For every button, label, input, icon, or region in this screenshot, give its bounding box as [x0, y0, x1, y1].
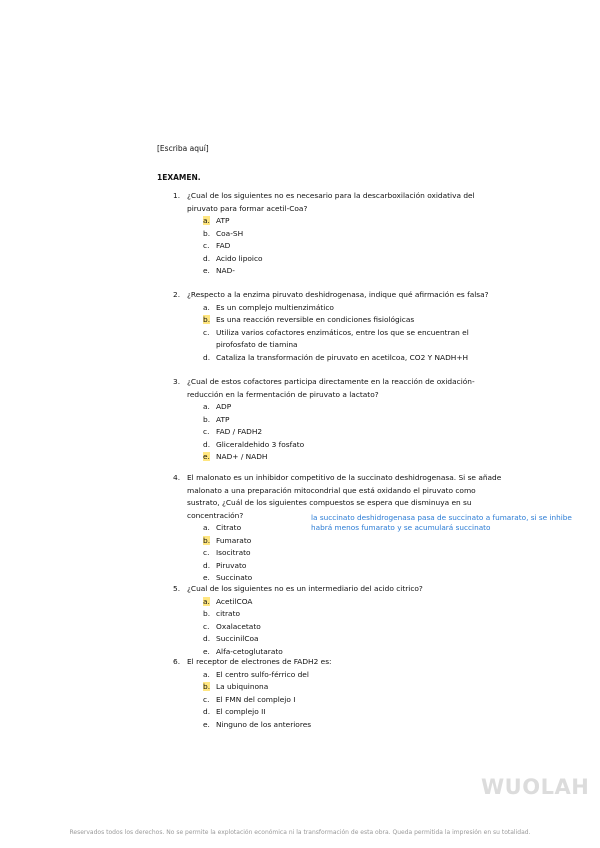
option-letter: [203, 352, 216, 365]
option-text: FAD: [216, 241, 231, 250]
option-letter: [203, 621, 216, 634]
option-letter: [203, 314, 216, 327]
answer-option: [203, 228, 503, 241]
option-letter: [203, 439, 216, 452]
question-number: 3.: [173, 377, 181, 386]
letter-text: d.: [203, 352, 211, 362]
answer-options: [203, 669, 503, 732]
option-text: FAD / FADH2: [216, 427, 263, 436]
option-letter: [203, 560, 216, 573]
letter-text: c.: [203, 427, 210, 436]
option-letter: [203, 426, 216, 439]
option-text: Es una reacción reversible en condiciones fisiológicas: [216, 315, 415, 324]
answer-option: [203, 535, 503, 548]
header-placeholder: [Escriba aquí]: [157, 144, 209, 153]
option-letter: [203, 669, 216, 682]
option-text: El centro sulfo-férrico del: [216, 669, 309, 679]
option-letter: [203, 414, 216, 427]
letter-text: c.: [203, 241, 210, 250]
letter-text: d.: [203, 560, 211, 570]
answer-option: [203, 414, 503, 427]
option-letter: [203, 253, 216, 266]
option-letter: [203, 240, 216, 253]
option-text: Oxalacetato: [216, 621, 261, 631]
question-text: El receptor de electrones de FADH2 es:: [187, 657, 332, 666]
answer-option: [203, 596, 503, 609]
answer-option: [203, 253, 503, 266]
question-text: ¿Cual de los siguientes no es un intermediario del acido citrico?: [187, 584, 423, 593]
letter-text: b.: [203, 414, 211, 424]
highlighted-letter: b.: [203, 315, 211, 324]
answer-option: [203, 426, 503, 439]
option-letter: [203, 302, 216, 315]
highlighted-letter: b.: [203, 535, 211, 545]
option-text: Piruvato: [216, 560, 247, 570]
option-text: El complejo II: [216, 707, 266, 716]
option-text: AcetilCOA: [216, 596, 253, 606]
option-text: El FMN del complejo I: [216, 694, 296, 704]
option-text: ATP: [216, 414, 230, 424]
letter-text: d.: [203, 707, 211, 716]
option-text: NAD-: [216, 266, 235, 275]
answer-option: [203, 621, 503, 634]
option-text: Citrato: [216, 523, 242, 532]
letter-text: b.: [203, 609, 211, 618]
option-text: NAD+ / NADH: [216, 452, 268, 461]
option-text: Alfa-cetoglutarato: [216, 646, 283, 656]
option-letter: [203, 706, 216, 719]
answer-option: [203, 314, 503, 327]
option-letter: [203, 633, 216, 646]
option-letter: [203, 535, 216, 548]
answer-option: [203, 560, 503, 573]
answer-option: [203, 719, 503, 732]
letter-text: c.: [203, 327, 210, 337]
letter-text: d.: [203, 253, 211, 263]
letter-text: d.: [203, 634, 211, 643]
answer-options: [203, 215, 503, 278]
option-text: Cataliza la transformación de piruvato en acetilcoa, CO2 Y NADH+H: [216, 352, 469, 362]
answer-option: [203, 327, 503, 352]
option-letter: [203, 681, 216, 694]
answer-options: [203, 596, 503, 659]
option-text: Fumarato: [216, 535, 252, 545]
question-text: ¿Cual de estos cofactores participa directamente en la reacción de oxidación-reducción en la fermentación de piruvato a lactato?: [187, 377, 475, 399]
highlighted-letter: b.: [203, 682, 211, 691]
option-text: Isocitrato: [216, 548, 251, 557]
answer-option: [203, 240, 503, 253]
letter-text: a.: [203, 523, 210, 532]
option-letter: [203, 327, 216, 340]
option-text: ADP: [216, 402, 232, 411]
option-text: Es un complejo multienzimático: [216, 302, 334, 312]
wuolah-watermark: WUOLAH: [481, 775, 590, 799]
answer-option: [203, 608, 503, 621]
answer-option: [203, 401, 503, 414]
option-text: SuccinilCoa: [216, 634, 259, 643]
answer-option: [203, 352, 503, 365]
option-text: Coa-SH: [216, 228, 244, 238]
question-number: 4.: [173, 473, 181, 482]
answer-option: [203, 215, 503, 228]
option-letter: [203, 265, 216, 278]
option-text: Gliceraldehido 3 fosfato: [216, 439, 305, 449]
option-text: Ninguno de los anteriores: [216, 719, 312, 729]
option-letter: [203, 401, 216, 414]
letter-text: e.: [203, 646, 210, 656]
letter-text: a.: [203, 302, 210, 312]
letter-text: e.: [203, 266, 210, 275]
answer-option: [203, 547, 503, 560]
answer-option: [203, 633, 503, 646]
letter-text: a.: [203, 402, 210, 411]
question-text: El malonato es un inhibidor competitivo de la succinato deshidrogenasa. Si se añade malonato a una preparación mitocondrial que está oxidando el piruvato como sustrato, ¿Cuál de los siguientes compuestos se espera que disminuya en su concentración?: [187, 473, 502, 520]
question-text: ¿Respecto a la enzima piruvato deshidrogenasa, indique qué afirmación es falsa?: [187, 290, 489, 299]
question-number: 6.: [173, 657, 181, 666]
option-letter: [203, 719, 216, 732]
highlighted-letter: a.: [203, 216, 210, 225]
letter-text: c.: [203, 621, 210, 631]
answer-option: [203, 706, 503, 719]
option-letter: [203, 451, 216, 464]
letter-text: c.: [203, 548, 210, 557]
question-number: 1.: [173, 191, 181, 200]
letter-text: a.: [203, 669, 210, 679]
annotation-comment: la succinato deshidrogenasa pasa de succinato a fumarato, si se inhibe habrá menos fumarato y se acumulará succinato: [311, 513, 572, 532]
answer-options: [203, 401, 503, 464]
answer-option: [203, 669, 503, 682]
answer-option: [203, 681, 503, 694]
footer-notice: Reservados todos los derechos. No se permite la explotación económica ni la transformación de esta obra. Queda permitida la impresión en su totalidad.: [69, 829, 531, 836]
letter-text: c.: [203, 694, 210, 704]
letter-text: e.: [203, 719, 210, 729]
answer-options: [203, 302, 503, 365]
option-letter: [203, 215, 216, 228]
answer-option: [203, 439, 503, 452]
option-letter: [203, 694, 216, 707]
option-text: Acido lipoico: [216, 253, 263, 263]
option-text: ATP: [216, 216, 230, 225]
option-text: Succinato: [216, 573, 253, 582]
highlighted-letter: a.: [203, 596, 210, 606]
answer-option: [203, 265, 503, 278]
option-text: Utiliza varios cofactores enzimáticos, entre los que se encuentran el pirofosfato de tiamina: [216, 327, 469, 349]
letter-text: b.: [203, 228, 211, 238]
option-letter: [203, 547, 216, 560]
exam-title: 1EXAMEN.: [157, 173, 201, 182]
letter-text: e.: [203, 573, 210, 582]
option-letter: [203, 522, 216, 535]
option-letter: [203, 608, 216, 621]
option-letter: [203, 596, 216, 609]
letter-text: d.: [203, 439, 211, 449]
option-text: La ubiquinona: [216, 682, 269, 691]
highlighted-letter: e.: [203, 452, 210, 461]
question-number: 2.: [173, 290, 181, 299]
option-text: citrato: [216, 609, 241, 618]
answer-option: [203, 694, 503, 707]
answer-option: [203, 302, 503, 315]
answer-option: [203, 451, 503, 464]
question-text: ¿Cual de los siguientes no es necesario para la descarboxilación oxidativa del piruvato para formar acetil-Coa?: [187, 191, 475, 213]
question-number: 5.: [173, 584, 181, 593]
option-letter: [203, 228, 216, 241]
